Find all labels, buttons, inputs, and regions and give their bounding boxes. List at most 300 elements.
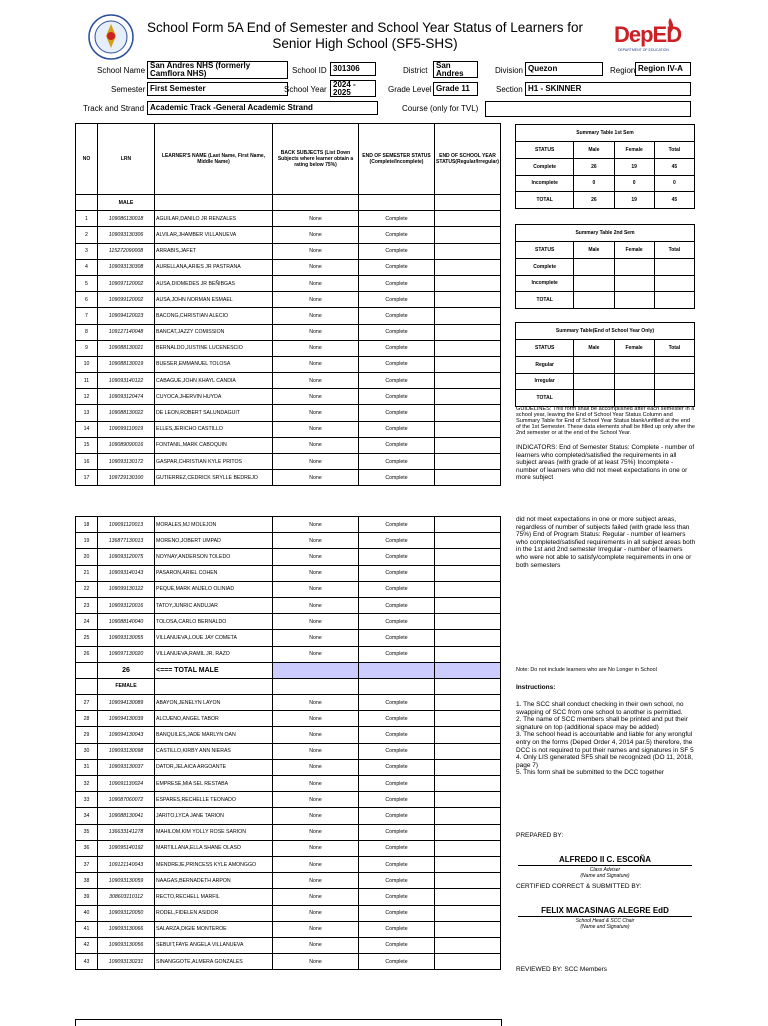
learner-name: NAAGAS,BERNADETH ARPON	[155, 873, 273, 889]
learner-no: 43	[76, 954, 98, 970]
total-male-label: <=== TOTAL MALE	[155, 662, 273, 678]
end-sem-status-cell: Complete	[359, 759, 435, 775]
end-sem-status-cell: Complete	[359, 227, 435, 243]
learner-lrn: 109088140040	[98, 614, 155, 630]
adviser-role: Class Adviser	[589, 867, 621, 873]
summary-cell-total: 0	[654, 175, 694, 192]
learner-no: 29	[76, 727, 98, 743]
learner-no: 14	[76, 421, 98, 437]
summary-cell-status: Irregular	[516, 373, 574, 390]
back-subjects-cell: None	[273, 549, 359, 565]
learner-no: 17	[76, 470, 98, 486]
learner-name: SALARZA,DIGIE MONTEROE	[155, 921, 273, 937]
learner-lrn: 109088130021	[98, 340, 155, 356]
summary-cell-male: 26	[574, 158, 614, 175]
learner-name: PASARON,ARIEL COHEN	[155, 565, 273, 581]
end-sy-status-cell	[435, 405, 501, 421]
region-field[interactable]: Region IV-A	[635, 62, 691, 76]
end-sem-status-cell: Complete	[359, 743, 435, 759]
table-row	[76, 695, 501, 711]
end-sem-status-cell: Complete	[359, 597, 435, 613]
learner-lrn: 109087060072	[98, 792, 155, 808]
table-row	[76, 954, 501, 970]
learner-no: 28	[76, 711, 98, 727]
end-sem-status-cell: Complete	[359, 340, 435, 356]
end-sem-status-cell: Complete	[359, 243, 435, 259]
learner-no: 32	[76, 776, 98, 792]
total-male-fill-cell	[273, 662, 359, 678]
summary-cell-total	[654, 292, 694, 309]
learner-name: MARTILLANA,ELLA SHANE OLASO	[155, 840, 273, 856]
learner-lrn: 109097130020	[98, 646, 155, 662]
end-sy-status-cell	[435, 921, 501, 937]
end-sy-status-cell	[435, 243, 501, 259]
learner-name: NOYNAY,ANDERSON TOLEDO	[155, 549, 273, 565]
learner-name: BANCAT,JAZZY COMISSION	[155, 324, 273, 340]
learner-no: 1	[76, 211, 98, 227]
summary-cell-status: Complete	[516, 258, 574, 275]
summary-cell-female	[614, 373, 654, 390]
end-sy-status-cell	[435, 211, 501, 227]
district-field[interactable]: San Andres	[433, 61, 478, 78]
learner-no: 16	[76, 454, 98, 470]
summary-cell-female: 19	[614, 192, 654, 209]
summary-cell-female	[614, 356, 654, 373]
learner-name: ELLES,JERICHO CASTILLO	[155, 421, 273, 437]
summary-title: Summary Table 2nd Sem	[516, 225, 695, 242]
learner-name: TATOY,JUNRIC ANDUJAR	[155, 597, 273, 613]
table-row	[76, 792, 501, 808]
summary-header-row	[516, 340, 695, 357]
deped-seal-logo	[88, 14, 134, 60]
summary-cell-total	[654, 390, 694, 407]
learner-lrn: 109099110019	[98, 421, 155, 437]
table-row	[76, 389, 501, 405]
division-field[interactable]: Quezon	[525, 62, 603, 76]
summary-row	[516, 356, 695, 373]
back-subjects-cell: None	[273, 792, 359, 808]
end-sy-status-cell	[435, 533, 501, 549]
end-sem-status-cell: Complete	[359, 275, 435, 291]
learner-name: AURELLANA,ARIES JR PASTRANA	[155, 259, 273, 275]
track-label: Track and Strand	[83, 104, 145, 113]
female-label: FEMALE	[98, 678, 155, 694]
section-label: Section	[496, 85, 523, 94]
table-row	[76, 308, 501, 324]
end-sem-status-cell: Complete	[359, 630, 435, 646]
summary-col-header: Male	[574, 242, 614, 259]
end-sem-status-cell: Complete	[359, 937, 435, 953]
deped-logo	[612, 16, 692, 58]
back-subjects-cell: None	[273, 937, 359, 953]
summary-col-header: STATUS	[516, 242, 574, 259]
learner-no: 26	[76, 646, 98, 662]
summary-cell-female	[614, 292, 654, 309]
learner-lrn: 109093130098	[98, 743, 155, 759]
learner-no: 33	[76, 792, 98, 808]
end-sy-status-cell	[435, 856, 501, 872]
certified-label: CERTIFIED CORRECT & SUBMITTED BY:	[516, 883, 642, 890]
back-subjects-cell: None	[273, 421, 359, 437]
learner-no: 25	[76, 630, 98, 646]
learner-lrn: 109127140048	[98, 324, 155, 340]
learner-no: 27	[76, 695, 98, 711]
blank-cell	[435, 678, 501, 694]
end-sem-status-cell: Complete	[359, 421, 435, 437]
table-row	[76, 646, 501, 662]
summary-row	[516, 275, 695, 292]
learner-no: 35	[76, 824, 98, 840]
end-sem-status-cell: Complete	[359, 905, 435, 921]
learner-name: MORALES,MJ MOLEJON	[155, 517, 273, 533]
learner-no: 42	[76, 937, 98, 953]
learner-name: JARITO,LYCA JANE TARION	[155, 808, 273, 824]
learner-name: ABAYON,JENELYN LAYON	[155, 695, 273, 711]
learner-lrn: 109094130039	[98, 711, 155, 727]
summary-row	[516, 258, 695, 275]
form-title-line1: School Form 5A End of Semester and School Year Status of Learners for	[146, 20, 583, 35]
school-head-name: FELIX MACASINAG ALEGRE EdD	[541, 906, 669, 915]
school-head-role: School Head & SCC Chair	[575, 918, 635, 924]
back-subjects-cell: None	[273, 324, 359, 340]
learner-no: 8	[76, 324, 98, 340]
summary-caption-row	[516, 323, 695, 340]
grade-level-field[interactable]: Grade 11	[433, 82, 478, 96]
school-id-field[interactable]: 301306	[330, 62, 376, 76]
blank-cell	[76, 678, 98, 694]
learner-lrn: 109093130059	[98, 873, 155, 889]
division-label: Division	[495, 66, 524, 75]
table-row	[76, 614, 501, 630]
summary-cell-female: 0	[614, 175, 654, 192]
end-sy-status-cell	[435, 873, 501, 889]
learner-lrn: 136633141278	[98, 824, 155, 840]
learner-no: 34	[76, 808, 98, 824]
learner-name: RODEL,FIDELEN ASIDOR	[155, 905, 273, 921]
form-title	[130, 20, 600, 52]
learner-no: 19	[76, 533, 98, 549]
back-subjects-cell: None	[273, 727, 359, 743]
learner-name: AUSA,JOHN NORMAN ESMAEL	[155, 292, 273, 308]
end-sem-status-cell: Complete	[359, 954, 435, 970]
learner-name: ALCUENO,ANGEL TABOR	[155, 711, 273, 727]
back-subjects-cell: None	[273, 227, 359, 243]
end-sy-status-cell	[435, 824, 501, 840]
note-text: Note: Do not include learners who are No Longer in School	[516, 667, 657, 673]
learner-lrn: 109094120023	[98, 308, 155, 324]
end-sy-status-cell	[435, 792, 501, 808]
learner-no: 3	[76, 243, 98, 259]
table-row	[76, 824, 501, 840]
summary-cell-female	[614, 390, 654, 407]
end-sy-status-cell	[435, 727, 501, 743]
back-subjects-cell: None	[273, 646, 359, 662]
learner-lrn: 109093130055	[98, 630, 155, 646]
end-sem-status-cell: Complete	[359, 824, 435, 840]
learner-name: AUSA,DIOMEDES JR BEÑIBGAS	[155, 275, 273, 291]
back-subjects-cell: None	[273, 581, 359, 597]
learner-lrn: 109093120050	[98, 905, 155, 921]
end-sem-status-cell: Complete	[359, 581, 435, 597]
learner-lrn: 109093120075	[98, 549, 155, 565]
learner-name: CASTILLO,KIRBY ANN NIERAS	[155, 743, 273, 759]
region-label: Region	[610, 66, 636, 75]
summary-row	[516, 292, 695, 309]
table-row	[76, 259, 501, 275]
end-sem-status-cell: Complete	[359, 792, 435, 808]
next-page-table-edge	[75, 1019, 502, 1026]
end-sem-status-cell: Complete	[359, 292, 435, 308]
col-header-no: NO	[76, 124, 98, 195]
summary-cell-status: Complete	[516, 158, 574, 175]
learner-name: ALVILAR,JHAMBER VILLANUEVA	[155, 227, 273, 243]
learner-no: 36	[76, 840, 98, 856]
end-sem-status-cell: Complete	[359, 889, 435, 905]
school-name-label: School Name	[97, 66, 146, 75]
end-sem-status-cell: Complete	[359, 373, 435, 389]
school-year-field[interactable]: 2024 - 2025	[330, 80, 376, 97]
learner-name: MORENO,JOBERT UMPAD	[155, 533, 273, 549]
end-sy-status-cell	[435, 711, 501, 727]
end-sem-status-cell: Complete	[359, 776, 435, 792]
form-title-line2: Senior High School (SF5-SHS)	[272, 36, 458, 51]
end-sy-status-cell	[435, 549, 501, 565]
summary-col-header: Total	[654, 340, 694, 357]
back-subjects-cell: None	[273, 243, 359, 259]
table-row	[76, 356, 501, 372]
summary-cell-total	[654, 275, 694, 292]
learner-lrn: 109094130043	[98, 727, 155, 743]
learner-lrn: 109093130231	[98, 954, 155, 970]
learner-name: DE LEON,ROBERT SALUNDAGUIT	[155, 405, 273, 421]
end-sy-status-cell	[435, 954, 501, 970]
learner-no: 9	[76, 340, 98, 356]
back-subjects-cell: None	[273, 373, 359, 389]
school-year-label: School Year	[284, 85, 327, 94]
table-row	[76, 292, 501, 308]
table-row	[76, 597, 501, 613]
end-sy-status-cell	[435, 630, 501, 646]
end-sem-status-cell: Complete	[359, 711, 435, 727]
summary-cell-total: 45	[654, 158, 694, 175]
back-subjects-cell: None	[273, 954, 359, 970]
instruction-item: 1. The SCC shall conduct checking in their own school, no swapping of SCC from one school to another is permitted.	[516, 701, 684, 716]
learner-no: 23	[76, 597, 98, 613]
end-sem-status-cell: Complete	[359, 533, 435, 549]
end-sy-status-cell	[435, 275, 501, 291]
end-sy-status-cell	[435, 937, 501, 953]
learners-table-page2	[75, 516, 501, 970]
end-sem-status-cell: Complete	[359, 840, 435, 856]
learner-no: 41	[76, 921, 98, 937]
summary-cell-female	[614, 275, 654, 292]
summary-cell-status: TOTAL	[516, 292, 574, 309]
end-sy-status-cell	[435, 565, 501, 581]
summary-cell-male: 26	[574, 192, 614, 209]
summary-cell-status: Incomplete	[516, 175, 574, 192]
instruction-item: 3. The school head is accountable and liable for any wrongful entry on the forms (Deped Order 4, 2014 par.5) therefore, the DCC is not required to put their names and signatures in SF 5	[516, 731, 694, 754]
female-section-row	[76, 678, 501, 694]
track-field[interactable]: Academic Track -General Academic Strand	[147, 101, 378, 115]
end-sem-status-cell: Complete	[359, 324, 435, 340]
table-row	[76, 549, 501, 565]
summary-col-header: Female	[614, 242, 654, 259]
learner-name: SINANGGOTE,ALMERA GONZALES	[155, 954, 273, 970]
section-field[interactable]: H1 - SKINNER	[525, 82, 691, 96]
learner-no: 15	[76, 437, 98, 453]
learner-lrn: 109097120002	[98, 275, 155, 291]
end-sy-status-cell	[435, 889, 501, 905]
learner-name: GUTIERREZ,CEDRICK SRYLLE BEDREJO	[155, 470, 273, 486]
end-sy-status-cell	[435, 308, 501, 324]
learner-no: 37	[76, 856, 98, 872]
course-field[interactable]	[485, 101, 691, 117]
summary-row	[516, 373, 695, 390]
end-sy-status-cell	[435, 470, 501, 486]
semester-field[interactable]: First Semester	[147, 82, 288, 96]
summary-cell-male: 0	[574, 175, 614, 192]
adviser-sign-hint: (Name and Signature)	[580, 873, 630, 879]
school-name-field[interactable]: San Andres NHS (formerly Camflora NHS)	[147, 61, 288, 79]
summary-cell-status: Incomplete	[516, 275, 574, 292]
summary-cell-status: Regular	[516, 356, 574, 373]
school-id-label: School ID	[292, 66, 327, 75]
learner-no: 12	[76, 389, 98, 405]
table-row	[76, 227, 501, 243]
end-sy-status-cell	[435, 437, 501, 453]
end-sem-status-cell: Complete	[359, 308, 435, 324]
male-section-row	[76, 195, 501, 211]
table-row	[76, 743, 501, 759]
table-row	[76, 211, 501, 227]
summary-caption-row	[516, 225, 695, 242]
learner-lrn: 115272090008	[98, 243, 155, 259]
instruction-item: 5. This form shall be submitted to the DCC together	[516, 769, 665, 777]
semester-label: Semester	[111, 85, 146, 94]
summary-col-header: Total	[654, 142, 694, 159]
learner-no: 39	[76, 889, 98, 905]
col-header-end-sy: END OF SCHOOL YEAR STATUS(Regular/Irregular)	[435, 124, 501, 195]
learner-lrn: 109093140143	[98, 565, 155, 581]
learner-name: SEBUIT,FAYE ANGELA VILLANUEVA	[155, 937, 273, 953]
col-header-back-subjects: BACK SUBJECTS (List Down Subjects where learner obtain a rating below 75%)	[273, 124, 359, 195]
summary-row	[516, 158, 695, 175]
learner-lrn: 109093120474	[98, 389, 155, 405]
learner-name: VILLANUEVA,LOUE JAY COMETA	[155, 630, 273, 646]
deped-sub-text: DEPARTMENT OF EDUCATION	[618, 48, 669, 52]
learner-no: 4	[76, 259, 98, 275]
learner-lrn: 109086130018	[98, 211, 155, 227]
learner-no: 24	[76, 614, 98, 630]
back-subjects-cell: None	[273, 533, 359, 549]
back-subjects-cell: None	[273, 405, 359, 421]
back-subjects-cell: None	[273, 824, 359, 840]
learner-lrn: 109091130024	[98, 776, 155, 792]
prepared-by-label: PREPARED BY:	[516, 832, 564, 839]
learner-no: 38	[76, 873, 98, 889]
learner-lrn: 109088130041	[98, 808, 155, 824]
learner-no: 40	[76, 905, 98, 921]
table-row	[76, 921, 501, 937]
learner-lrn: 109093130308	[98, 259, 155, 275]
summary-title: Summary Table(End of School Year Only)	[516, 323, 695, 340]
learner-name: AGUILAR,DANILO JR RENZALES	[155, 211, 273, 227]
instruction-item: 2. The name of SCC members shall be printed and put their signature on top (additional space may be added)	[516, 716, 688, 731]
summary-header-row	[516, 142, 695, 159]
summary-cell-total	[654, 356, 694, 373]
summary-col-header: STATUS	[516, 340, 574, 357]
back-subjects-cell: None	[273, 614, 359, 630]
end-sy-status-cell	[435, 614, 501, 630]
learner-lrn: 136877130013	[98, 533, 155, 549]
end-sy-status-cell	[435, 454, 501, 470]
instructions-list	[516, 701, 696, 777]
end-sem-status-cell: Complete	[359, 646, 435, 662]
learner-name: ESPARES,RECHELLE TEONADO	[155, 792, 273, 808]
end-sy-status-cell	[435, 292, 501, 308]
end-sem-status-cell: Complete	[359, 470, 435, 486]
learner-lrn: 109095140192	[98, 840, 155, 856]
learner-lrn: 109091120013	[98, 517, 155, 533]
learner-no: 18	[76, 517, 98, 533]
back-subjects-cell: None	[273, 808, 359, 824]
summary-cell-male	[574, 258, 614, 275]
back-subjects-cell: None	[273, 259, 359, 275]
table-row	[76, 517, 501, 533]
learner-name: CUYOCA,JHERVIN HUYDA	[155, 389, 273, 405]
table-row	[76, 324, 501, 340]
table-row	[76, 533, 501, 549]
learner-lrn: 109093130037	[98, 759, 155, 775]
back-subjects-cell: None	[273, 711, 359, 727]
learner-name: GASPAR,CHRISTIAN KYLE PRITOS	[155, 454, 273, 470]
col-header-end-sem: END OF SEMESTER STATUS (Complete/Incomplete)	[359, 124, 435, 195]
learner-lrn: 109099120002	[98, 292, 155, 308]
learner-name: RECTO,RECHELL MARFIL	[155, 889, 273, 905]
learner-lrn: 109093130306	[98, 227, 155, 243]
end-sem-status-cell: Complete	[359, 405, 435, 421]
blank-cell	[76, 662, 98, 678]
end-sem-status-cell: Complete	[359, 211, 435, 227]
back-subjects-cell: None	[273, 597, 359, 613]
learner-no: 10	[76, 356, 98, 372]
learner-no: 5	[76, 275, 98, 291]
learner-no: 31	[76, 759, 98, 775]
learner-name: PEQUE,MARK ANJELO OLINIAD	[155, 581, 273, 597]
back-subjects-cell: None	[273, 889, 359, 905]
end-sy-status-cell	[435, 905, 501, 921]
total-male-fill-cell	[359, 662, 435, 678]
blank-cell	[359, 678, 435, 694]
table-row	[76, 340, 501, 356]
table-row	[76, 421, 501, 437]
summary-cell-male	[574, 373, 614, 390]
table-row	[76, 905, 501, 921]
learner-name: BACONG,CHRISTIAN ALECIO	[155, 308, 273, 324]
summary-header-row	[516, 242, 695, 259]
learner-no: 13	[76, 405, 98, 421]
table-row	[76, 243, 501, 259]
learner-name: MENDREJE,PRINCESS KYLE AMONGGO	[155, 856, 273, 872]
table-row	[76, 776, 501, 792]
end-sem-status-cell: Complete	[359, 921, 435, 937]
learner-name: ARRABIS,JAFET	[155, 243, 273, 259]
grade-level-label: Grade Level	[388, 85, 432, 94]
summary-cell-male	[574, 390, 614, 407]
end-sem-status-cell: Complete	[359, 356, 435, 372]
summary-col-header: Total	[654, 242, 694, 259]
guidelines-text: GUIDELINES: This form shall be accomplished after each semester in a school year, leaving the End of School Year Status Column and Summary Table for End of School Year Status blank/unfilled at the end of the 1st Semester. These data elements shall be filled up only after the 2nd semester or at the end of the School Year.	[516, 406, 696, 436]
